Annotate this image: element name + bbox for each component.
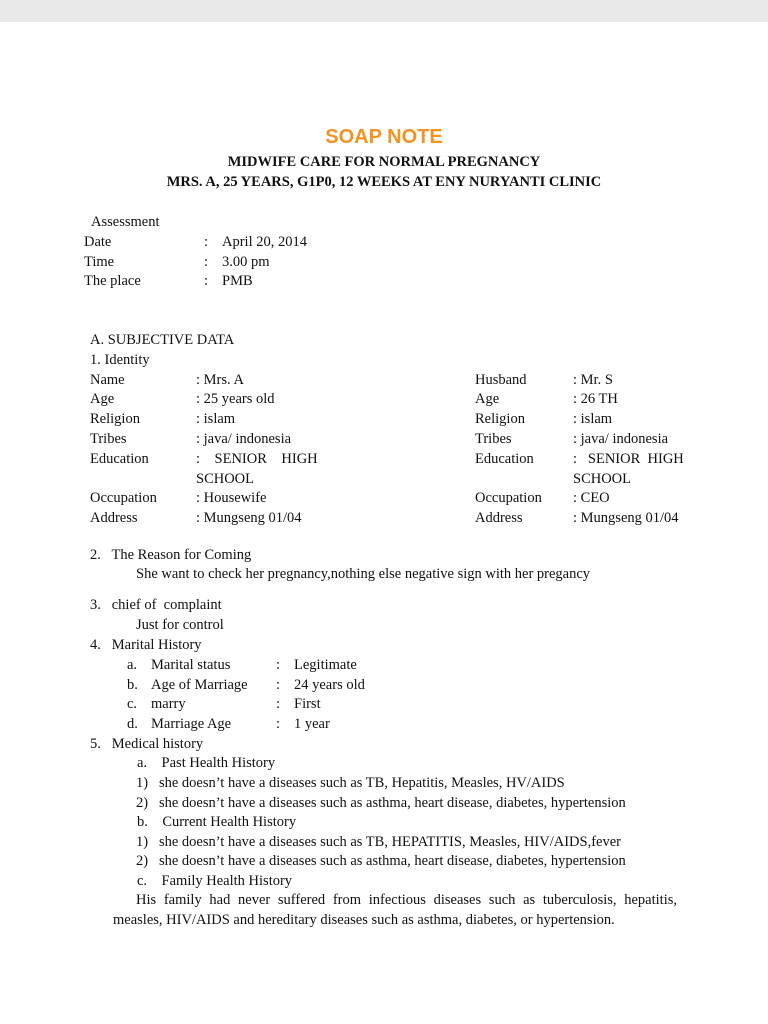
wife-label: Occupation: [90, 490, 157, 506]
assessment-value: PMB: [222, 273, 253, 289]
document-subtitle-2: MRS. A, 25 YEARS, G1P0, 12 WEEKS AT ENY NURYANTI CLINIC: [166, 174, 602, 190]
assessment-label: Date: [84, 234, 112, 250]
assessment-label: Time: [84, 254, 115, 270]
wife-label: Address: [90, 510, 138, 526]
identity-heading: 1. Identity: [90, 352, 150, 368]
husband-label: Address: [475, 510, 523, 526]
document-subtitle-1: MIDWIFE CARE FOR NORMAL PREGNANCY: [227, 154, 541, 170]
marital-label: Marriage Age: [151, 716, 232, 732]
marital-letter: c.: [127, 696, 138, 712]
marital-heading: 4. Marital History: [90, 637, 202, 653]
marital-letter: b.: [127, 677, 138, 693]
past-history-heading: a. Past Health History: [137, 755, 276, 771]
marital-label: marry: [151, 696, 186, 712]
husband-label: Husband: [475, 372, 527, 388]
assessment-colon: :: [204, 273, 209, 289]
wife-value: : Mrs. A: [196, 372, 244, 388]
medical-heading: 5. Medical history: [90, 736, 204, 752]
husband-value: : CEO: [573, 490, 610, 506]
assessment-value: 3.00 pm: [222, 254, 270, 270]
husband-value: : java/ indonesia: [573, 431, 669, 447]
marital-colon: :: [276, 696, 281, 712]
husband-label: Tribes: [475, 431, 512, 447]
wife-value: : SENIOR HIGH: [196, 451, 318, 467]
marital-colon: :: [276, 716, 281, 732]
assessment-colon: :: [204, 234, 209, 250]
husband-label: Education: [475, 451, 534, 467]
complaint-heading: 3. chief of complaint: [90, 597, 222, 613]
marital-letter: d.: [127, 716, 138, 732]
husband-value: : SENIOR HIGH: [573, 451, 684, 467]
marital-label: Marital status: [151, 657, 231, 673]
marital-letter: a.: [127, 657, 138, 673]
assessment-heading: Assessment: [91, 214, 160, 230]
wife-value: : 25 years old: [196, 391, 275, 407]
husband-label: Age: [475, 391, 500, 407]
wife-value: : Mungseng 01/04: [196, 510, 302, 526]
wife-value: SCHOOL: [196, 471, 255, 487]
assessment-value: April 20, 2014: [222, 234, 307, 250]
wife-label: Name: [90, 372, 125, 388]
husband-value: : Mungseng 01/04: [573, 510, 679, 526]
complaint-text: Just for control: [136, 617, 224, 633]
assessment-colon: :: [204, 254, 209, 270]
wife-value: : islam: [196, 411, 236, 427]
family-history-text-line-1: His family had never suffered from infectious diseases such as tuberculosis, hepatitis,: [136, 892, 677, 908]
wife-value: : java/ indonesia: [196, 431, 292, 447]
past-history-item: 2) she doesn’t have a diseases such as asthma, heart disease, diabetes, hypertension: [136, 795, 626, 811]
marital-label: Age of Marriage: [151, 677, 248, 693]
family-history-text-line-2: measles, HIV/AIDS and hereditary diseases such as asthma, diabetes, or hypertension.: [113, 912, 615, 928]
wife-label: Religion: [90, 411, 140, 427]
husband-value: : islam: [573, 411, 613, 427]
current-history-heading: b. Current Health History: [137, 814, 297, 830]
wife-label: Education: [90, 451, 149, 467]
marital-value: 1 year: [294, 716, 330, 732]
husband-value: : Mr. S: [573, 372, 613, 388]
section-a-heading: A. SUBJECTIVE DATA: [90, 332, 235, 348]
wife-label: Tribes: [90, 431, 127, 447]
husband-value: SCHOOL: [573, 471, 632, 487]
current-history-item: 1) she doesn’t have a diseases such as TB, HEPATITIS, Measles, HIV/AIDS,fever: [136, 834, 621, 850]
viewer-top-bar: [0, 0, 768, 22]
marital-value: First: [294, 696, 321, 712]
document-title: SOAP NOTE: [325, 126, 443, 148]
reason-heading: 2. The Reason for Coming: [90, 547, 252, 563]
husband-label: Occupation: [475, 490, 542, 506]
wife-value: : Housewife: [196, 490, 267, 506]
reason-text: She want to check her pregnancy,nothing else negative sign with her pregancy: [136, 566, 591, 582]
past-history-item: 1) she doesn’t have a diseases such as TB, Hepatitis, Measles, HV/AIDS: [136, 775, 565, 791]
wife-label: Age: [90, 391, 115, 407]
marital-colon: :: [276, 657, 281, 673]
husband-value: : 26 TH: [573, 391, 618, 407]
assessment-label: The place: [84, 273, 141, 289]
marital-colon: :: [276, 677, 281, 693]
family-history-heading: c. Family Health History: [137, 873, 293, 889]
current-history-item: 2) she doesn’t have a diseases such as asthma, heart disease, diabetes, hypertension: [136, 853, 626, 869]
marital-value: Legitimate: [294, 657, 357, 673]
document-page: [0, 22, 768, 1024]
husband-label: Religion: [475, 411, 525, 427]
marital-value: 24 years old: [294, 677, 365, 693]
